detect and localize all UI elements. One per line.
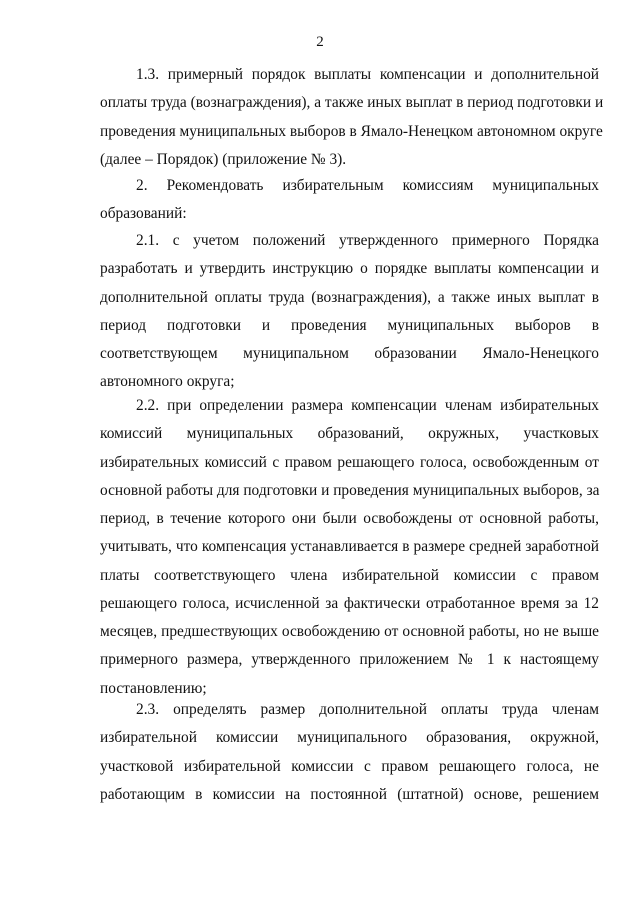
text-line: платы соответствующего члена избирательной комиссии с правом [100, 566, 599, 584]
text-line: примерного размера, утвержденного приложением № 1 к настоящему [100, 651, 599, 669]
text-line: образований: [100, 205, 187, 223]
text-line: автономного округа; [100, 373, 235, 391]
text-line: оплаты труда (вознаграждения), а также иных выплат в период подготовки и [100, 94, 604, 112]
text-line: 1.3. примерный порядок выплаты компенсации и дополнительной [136, 66, 599, 83]
text-line: решающего голоса, исчисленной за фактически отработанное время за 12 [100, 594, 599, 612]
text-line: 2.2. при определении размера компенсации членам избирательных [136, 397, 599, 414]
paragraph-2 [100, 172, 599, 229]
text-line: постановлению; [100, 679, 207, 697]
text-line: проведения муниципальных выборов в Ямало-Ненецком автономном округе [100, 122, 603, 140]
text-line: 2. Рекомендовать избирательным комиссиям муниципальных [136, 177, 599, 194]
paragraph-2-3 [100, 696, 599, 809]
text-line: период подготовки и проведения муниципальных выборов в [100, 316, 599, 334]
text-line: соответствующем муниципальном образовании Ямало-Ненецкого [100, 345, 599, 362]
text-line: избирательной комиссии муниципального образования, окружной, [100, 729, 599, 747]
text-line: разработать и утвердить инструкцию о порядке выплаты компенсации и [100, 260, 599, 278]
text-line: участковой избирательной комиссии с правом решающего голоса, не [100, 757, 599, 775]
text-line: работающим в комиссии на постоянной (штатной) основе, решением [100, 785, 599, 803]
text-line: период, в течение которого они были освобождены от основной работы, [100, 510, 599, 527]
text-line: дополнительной оплаты труда (вознаграждения), а также иных выплат в [100, 288, 599, 306]
text-line: 2.3. определять размер дополнительной оплаты труда членам [136, 701, 599, 718]
text-line: (далее – Порядок) (приложение № 3). [100, 150, 347, 168]
page-number: 2 [316, 34, 324, 50]
text-line: избирательных комиссий с правом решающего голоса, освобожденным от [100, 453, 599, 471]
text-line: 2.1. с учетом положений утвержденного примерного Порядка [136, 232, 599, 249]
paragraph-2-1 [100, 227, 599, 397]
paragraph-2-2 [100, 392, 599, 703]
text-line: месяцев, предшествующих освобождению от основной работы, но не выше [100, 623, 599, 640]
paragraph-1-3 [100, 61, 604, 174]
text-line: основной работы для подготовки и проведения муниципальных выборов, за [100, 481, 600, 499]
text-line: комиссий муниципальных образований, окружных, участковых [100, 425, 599, 443]
text-line: учитывать, что компенсация устанавливается в размере средней заработной [100, 538, 599, 556]
